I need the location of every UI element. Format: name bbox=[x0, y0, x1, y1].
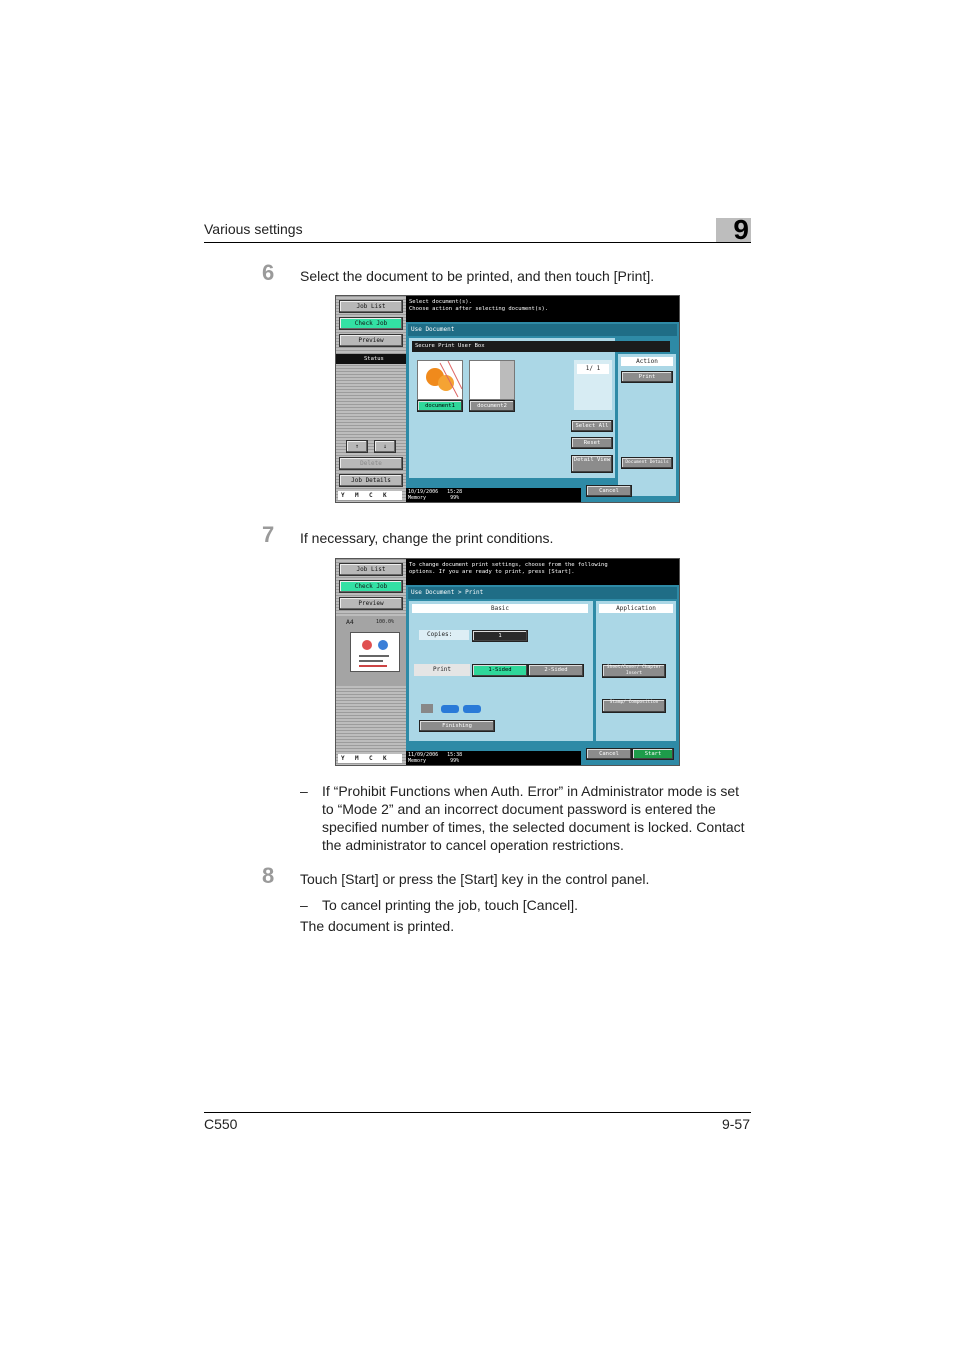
toner-y: Y bbox=[341, 492, 345, 499]
page-counter: 1/ 1 bbox=[577, 364, 609, 374]
step-7-text: If necessary, change the print conditions. bbox=[300, 530, 554, 546]
document-area bbox=[409, 338, 615, 478]
detail-view-button[interactable]: Detail View bbox=[571, 455, 613, 473]
toner-m: M bbox=[355, 755, 359, 762]
preview-button[interactable]: Preview bbox=[339, 597, 403, 610]
header-rule bbox=[204, 242, 751, 243]
step-8-note-text: To cancel printing the job, touch [Cancel]. bbox=[322, 897, 579, 913]
start-button[interactable]: Start bbox=[632, 748, 674, 760]
chapter-number: 9 bbox=[733, 214, 749, 245]
preview-thumbnail bbox=[350, 632, 400, 672]
preview-button[interactable]: Preview bbox=[339, 334, 403, 347]
document1-button[interactable]: document1 bbox=[417, 400, 463, 412]
up-arrow-button[interactable]: ↑ bbox=[346, 440, 368, 453]
step-6-text: Select the document to be printed, and then touch [Print]. bbox=[300, 268, 655, 284]
toner-indicator bbox=[338, 754, 402, 763]
step-7-note-text: If “Prohibit Functions when Auth. Error” in Administrator mode is set to “Mode 2” and an incorrect document password is entered the specified number of times, the selected document is locked. Contact the administrator to cancel operation restrictions. bbox=[322, 783, 745, 853]
check-job-button[interactable]: Check Job bbox=[339, 317, 403, 330]
delete-button[interactable]: Delete bbox=[339, 457, 403, 470]
copies-value[interactable]: 1 bbox=[472, 630, 528, 642]
footer-page-number: 9-57 bbox=[721, 1116, 750, 1132]
footer-rule bbox=[204, 1112, 751, 1113]
document-details-button[interactable]: Document Details bbox=[621, 457, 673, 469]
down-arrow-button[interactable]: ↓ bbox=[374, 440, 396, 453]
document1-thumbnail[interactable] bbox=[417, 360, 463, 400]
toner-k: K bbox=[383, 755, 387, 762]
job-list-button[interactable]: Job List bbox=[339, 300, 403, 313]
footer-model: C550 bbox=[204, 1116, 238, 1132]
job-details-button[interactable]: Job Details bbox=[339, 474, 403, 487]
application-panel bbox=[596, 601, 676, 741]
screenshot-print-settings bbox=[335, 558, 680, 766]
main-area bbox=[406, 322, 679, 502]
two-sided-button[interactable]: 2-Sided bbox=[528, 664, 584, 677]
toner-k: K bbox=[383, 492, 387, 499]
print-sides-label: Print bbox=[414, 664, 470, 676]
left-panel bbox=[336, 559, 406, 765]
cancel-button[interactable]: Cancel bbox=[586, 485, 632, 497]
action-header: Action bbox=[621, 357, 673, 366]
application-header: Application bbox=[599, 604, 673, 613]
reset-button[interactable]: Reset bbox=[571, 437, 613, 449]
toner-c: C bbox=[369, 755, 373, 762]
top-message: To change document print settings, choose from the following options. If you are ready to print, press [Start]. bbox=[406, 559, 679, 585]
document2-thumbnail[interactable] bbox=[469, 360, 515, 400]
preview-panel bbox=[336, 616, 406, 686]
top-message: Select document(s). Choose action after selecting document(s). bbox=[406, 296, 679, 322]
status-header: Status bbox=[336, 354, 406, 364]
main-area bbox=[406, 585, 679, 765]
status-bar: 11/09/2006 15:38 Memory 99% bbox=[406, 751, 581, 765]
copies-label: Copies: bbox=[419, 630, 469, 640]
finishing-icons bbox=[419, 701, 489, 715]
one-sided-button[interactable]: 1-Sided bbox=[472, 664, 528, 677]
page-indicator-panel bbox=[574, 360, 612, 410]
action-panel bbox=[618, 354, 676, 496]
check-job-button[interactable]: Check Job bbox=[339, 580, 403, 593]
print-button[interactable]: Print bbox=[621, 371, 673, 383]
document-preview-icon bbox=[351, 633, 399, 671]
basic-header: Basic bbox=[412, 604, 588, 613]
bullet-dash: – bbox=[300, 897, 308, 913]
orange-image-icon bbox=[418, 361, 462, 399]
section-title: Various settings bbox=[204, 221, 303, 237]
step-7-note bbox=[300, 782, 750, 854]
stamp-composition-button[interactable]: Stamp/ Composition bbox=[602, 699, 666, 713]
basic-panel bbox=[409, 601, 593, 741]
toner-c: C bbox=[369, 492, 373, 499]
cancel-button[interactable]: Cancel bbox=[586, 748, 632, 760]
step-number-7: 7 bbox=[262, 522, 275, 547]
toner-y: Y bbox=[341, 755, 345, 762]
step-number-8: 8 bbox=[262, 863, 275, 888]
staple-finishing-icon bbox=[419, 702, 489, 716]
document2-button[interactable]: document2 bbox=[469, 400, 515, 412]
bullet-dash: – bbox=[300, 783, 308, 799]
status-bar: 10/19/2006 15:28 Memory 99% bbox=[406, 488, 581, 502]
tab-use-document[interactable]: Use Document bbox=[408, 324, 677, 336]
left-panel bbox=[336, 296, 406, 502]
job-list-button[interactable]: Job List bbox=[339, 563, 403, 576]
sheet-cover-chapter-insert-button[interactable]: Sheet/Cover/ Chapter Insert bbox=[602, 664, 666, 678]
result-text: The document is printed. bbox=[300, 918, 455, 934]
step-number-6: 6 bbox=[262, 260, 275, 285]
toner-indicator bbox=[338, 491, 402, 500]
toner-m: M bbox=[355, 492, 359, 499]
step-8-note bbox=[300, 896, 750, 914]
paper-size: A4 bbox=[346, 618, 354, 626]
screenshot-use-document bbox=[335, 295, 680, 503]
tab-use-document-print[interactable]: Use Document > Print bbox=[408, 587, 677, 599]
zoom-level: 100.0% bbox=[376, 619, 395, 625]
box-name-bar: Secure Print User Box bbox=[412, 341, 670, 352]
step-8-text: Touch [Start] or press the [Start] key in the control panel. bbox=[300, 871, 650, 887]
finishing-button[interactable]: Finishing bbox=[419, 720, 495, 732]
select-all-button[interactable]: Select All bbox=[571, 420, 613, 432]
